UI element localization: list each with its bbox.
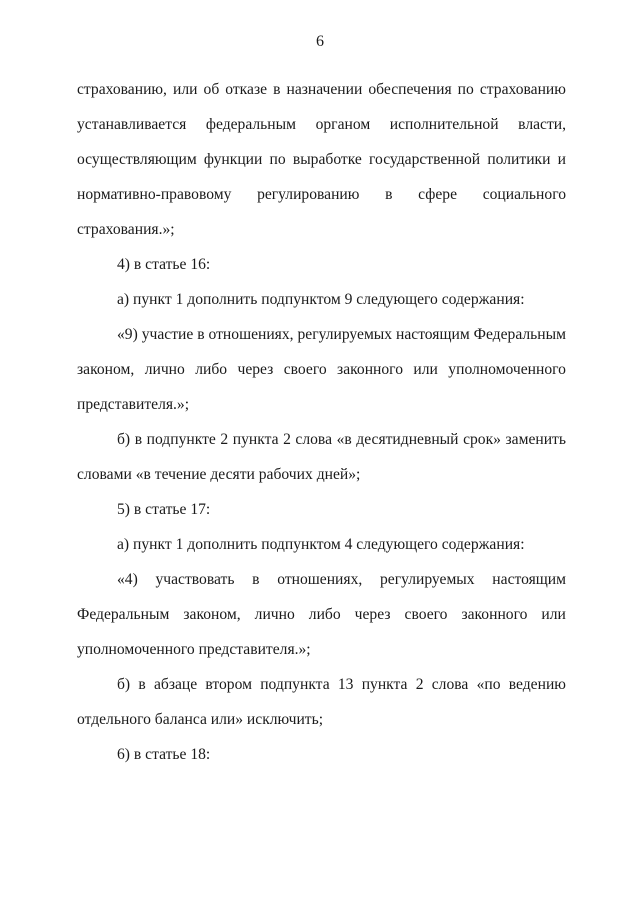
word: законом, <box>77 361 135 378</box>
word: «4) <box>117 571 138 588</box>
text-line: словами «в течение десяти рабочих дней»; <box>77 466 361 483</box>
word: б) <box>117 431 131 448</box>
word: абзаце <box>153 676 198 693</box>
text-line <box>77 72 566 107</box>
word: «по <box>476 676 501 693</box>
word: законного <box>461 606 528 623</box>
word: своего <box>283 361 327 378</box>
word: либо <box>308 606 341 623</box>
text-line: уполномоченного представителя.»; <box>77 641 311 658</box>
text-line <box>77 422 566 457</box>
text-line: представителя.»; <box>77 396 190 413</box>
text-line: 6) в статье 18: <box>117 746 211 763</box>
word: лично <box>254 606 295 623</box>
text-line <box>77 107 566 142</box>
text-line: страхования.»; <box>77 221 175 238</box>
word: уполномоченного <box>448 361 566 378</box>
word: устанавливается <box>77 116 187 133</box>
word: регулированию <box>257 186 360 203</box>
word: власти, <box>518 116 566 133</box>
word: обеспечения <box>368 81 452 98</box>
word: пункта <box>232 431 279 448</box>
word: «в <box>336 431 352 448</box>
document-body <box>77 72 566 772</box>
text-line: 5) в статье 17: <box>117 501 211 518</box>
word: б) <box>117 676 131 693</box>
text-line <box>77 597 566 632</box>
word: Федеральным <box>473 326 566 343</box>
word: подпункте <box>146 431 216 448</box>
word: «9) <box>117 326 138 343</box>
word: в <box>385 186 393 203</box>
word: федеральным <box>205 116 296 133</box>
text-line: а) пункт 1 дополнить подпунктом 9 следующего содержания: <box>117 291 525 308</box>
word: по <box>457 81 474 98</box>
word: или <box>541 606 566 623</box>
word: об <box>203 81 220 98</box>
text-line <box>77 317 566 352</box>
word: 2 <box>415 676 424 693</box>
word: законом, <box>183 606 241 623</box>
word: подпункта <box>260 676 330 693</box>
word: втором <box>205 676 252 693</box>
word: регулируемых <box>297 326 393 343</box>
word: 2 <box>220 431 229 448</box>
word: отношениях, <box>208 326 294 343</box>
word: настоящим <box>396 326 470 343</box>
word: срок» <box>463 431 501 448</box>
text-line <box>77 142 566 177</box>
word: лично <box>144 361 185 378</box>
word: политики <box>487 151 551 168</box>
word: исполнительной <box>389 116 499 133</box>
word: 13 <box>337 676 354 693</box>
word: страхованию, <box>77 81 167 98</box>
word: регулируемых <box>379 571 475 588</box>
word: слова <box>295 431 333 448</box>
text-line: а) пункт 1 дополнить подпунктом 4 следующего содержания: <box>117 536 525 553</box>
word: в <box>273 81 281 98</box>
text-line <box>77 177 566 212</box>
word: функции <box>203 151 263 168</box>
word: участвовать <box>155 571 235 588</box>
word: законного <box>337 361 403 378</box>
word: заменить <box>505 431 566 448</box>
word: через <box>354 606 391 623</box>
word: либо <box>195 361 228 378</box>
word: и <box>557 151 566 168</box>
word: назначении <box>286 81 363 98</box>
word: социального <box>482 186 566 203</box>
word: выработке <box>292 151 362 168</box>
word: по <box>269 151 286 168</box>
word: осуществляющим <box>77 151 197 168</box>
word: или <box>173 81 198 98</box>
word: слова <box>431 676 469 693</box>
word: в <box>134 431 143 448</box>
word: 2 <box>283 431 291 448</box>
word: пункта <box>361 676 408 693</box>
word: или <box>413 361 438 378</box>
word: десятидневный <box>356 431 459 448</box>
word: в <box>197 326 205 343</box>
word: страхованию <box>479 81 566 98</box>
text-line: 4) в статье 16: <box>117 256 211 273</box>
text-line: отдельного баланса или» исключить; <box>77 711 324 728</box>
word: отношениях, <box>277 571 363 588</box>
word: нормативно-правовому <box>77 186 232 203</box>
word: органом <box>315 116 371 133</box>
text-line <box>77 562 566 597</box>
word: участие <box>141 326 194 343</box>
text-line <box>77 352 566 387</box>
text-line <box>77 667 566 702</box>
word: в <box>252 571 260 588</box>
word: своего <box>404 606 448 623</box>
word: государственной <box>369 151 481 168</box>
word: в <box>138 676 146 693</box>
word: Федеральным <box>77 606 170 623</box>
word: настоящим <box>492 571 566 588</box>
word: через <box>237 361 274 378</box>
word: отказе <box>225 81 268 98</box>
page-number: 6 <box>316 33 324 50</box>
word: ведению <box>508 676 566 693</box>
word: сфере <box>418 186 458 203</box>
